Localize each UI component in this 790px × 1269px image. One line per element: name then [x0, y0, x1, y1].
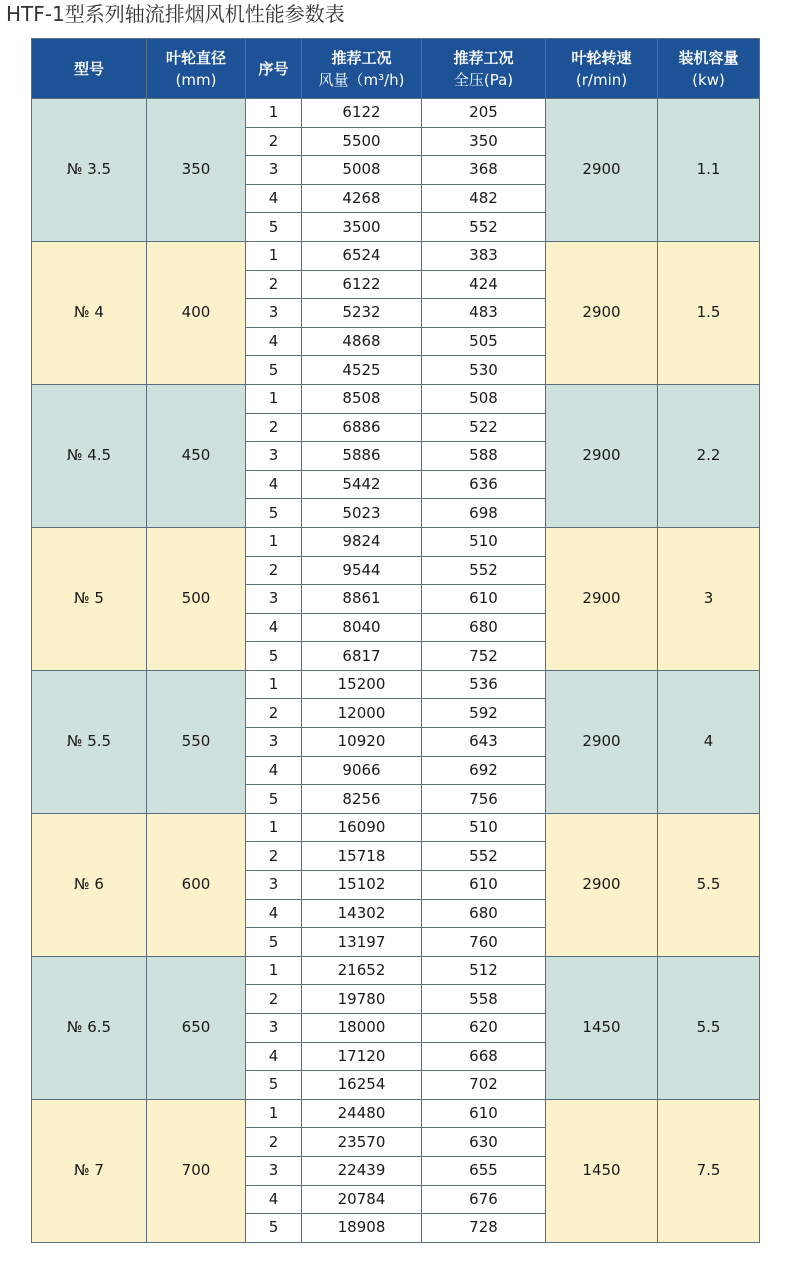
pressure-cell: 368 [422, 156, 546, 185]
flow-cell: 9824 [302, 527, 422, 556]
power-cell: 3 [658, 527, 760, 670]
flow-cell: 15102 [302, 871, 422, 900]
diameter-cell: 400 [147, 241, 246, 384]
pressure-cell: 483 [422, 299, 546, 328]
seq-cell: 2 [246, 1128, 302, 1157]
flow-cell: 19780 [302, 985, 422, 1014]
diameter-cell: 350 [147, 99, 246, 242]
flow-cell: 8508 [302, 384, 422, 413]
header-flow-unit: 风量（m³/h) [318, 70, 405, 89]
seq-cell: 5 [246, 1214, 302, 1243]
seq-cell: 5 [246, 642, 302, 671]
pressure-cell: 205 [422, 99, 546, 128]
flow-cell: 17120 [302, 1042, 422, 1071]
power-cell: 1.5 [658, 241, 760, 384]
flow-cell: 8861 [302, 585, 422, 614]
pressure-cell: 655 [422, 1156, 546, 1185]
diameter-cell: 600 [147, 813, 246, 956]
flow-cell: 5008 [302, 156, 422, 185]
seq-cell: 2 [246, 270, 302, 299]
diameter-cell: 550 [147, 670, 246, 813]
pressure-cell: 610 [422, 871, 546, 900]
header-power-label: 装机容量 [678, 48, 739, 67]
seq-cell: 5 [246, 928, 302, 957]
flow-cell: 14302 [302, 899, 422, 928]
pressure-cell: 588 [422, 442, 546, 471]
flow-cell: 9544 [302, 556, 422, 585]
seq-cell: 1 [246, 241, 302, 270]
speed-cell: 2900 [546, 99, 658, 242]
seq-cell: 3 [246, 1156, 302, 1185]
seq-cell: 3 [246, 585, 302, 614]
flow-cell: 10920 [302, 728, 422, 757]
speed-cell: 1450 [546, 956, 658, 1099]
table-row [32, 384, 760, 413]
pressure-cell: 702 [422, 1071, 546, 1100]
flow-cell: 13197 [302, 928, 422, 957]
seq-cell: 4 [246, 1185, 302, 1214]
seq-cell: 2 [246, 556, 302, 585]
model-cell: № 4.5 [32, 384, 147, 527]
seq-cell: 5 [246, 785, 302, 814]
header-row [32, 39, 760, 99]
speed-cell: 2900 [546, 241, 658, 384]
power-cell: 4 [658, 670, 760, 813]
header-diameter-unit: (mm) [175, 70, 217, 89]
header-model-label: 型号 [73, 59, 104, 78]
seq-cell: 1 [246, 384, 302, 413]
flow-cell: 6817 [302, 642, 422, 671]
flow-cell: 6524 [302, 241, 422, 270]
diameter-cell: 700 [147, 1099, 246, 1242]
pressure-cell: 530 [422, 356, 546, 385]
seq-cell: 4 [246, 470, 302, 499]
seq-cell: 3 [246, 299, 302, 328]
seq-cell: 4 [246, 613, 302, 642]
seq-cell: 3 [246, 871, 302, 900]
flow-cell: 8256 [302, 785, 422, 814]
pressure-cell: 558 [422, 985, 546, 1014]
seq-cell: 1 [246, 670, 302, 699]
seq-cell: 3 [246, 442, 302, 471]
speed-cell: 2900 [546, 670, 658, 813]
pressure-cell: 536 [422, 670, 546, 699]
speed-cell: 2900 [546, 384, 658, 527]
header-pressure-label: 推荐工况 [453, 48, 514, 67]
pressure-cell: 756 [422, 785, 546, 814]
flow-cell: 6886 [302, 413, 422, 442]
model-cell: № 6.5 [32, 956, 147, 1099]
table-row [32, 670, 760, 699]
flow-cell: 15718 [302, 842, 422, 871]
flow-cell: 5232 [302, 299, 422, 328]
header-pressure-unit: 全压(Pa) [453, 70, 514, 89]
speed-cell: 2900 [546, 527, 658, 670]
power-cell: 2.2 [658, 384, 760, 527]
diameter-cell: 450 [147, 384, 246, 527]
header-power-unit: (kw) [692, 70, 725, 89]
seq-cell: 2 [246, 985, 302, 1014]
header-power [658, 39, 760, 99]
flow-cell: 9066 [302, 756, 422, 785]
model-cell: № 5.5 [32, 670, 147, 813]
seq-cell: 4 [246, 899, 302, 928]
flow-cell: 5023 [302, 499, 422, 528]
pressure-cell: 510 [422, 813, 546, 842]
seq-cell: 2 [246, 127, 302, 156]
seq-cell: 5 [246, 499, 302, 528]
header-seq-label: 序号 [258, 59, 289, 78]
flow-cell: 3500 [302, 213, 422, 242]
header-diameter-label: 叶轮直径 [165, 48, 226, 67]
page-title: HTF-1型系列轴流排烟风机性能参数表 [6, 2, 345, 26]
power-cell: 7.5 [658, 1099, 760, 1242]
flow-cell: 5500 [302, 127, 422, 156]
seq-cell: 5 [246, 356, 302, 385]
flow-cell: 24480 [302, 1099, 422, 1128]
power-cell: 5.5 [658, 956, 760, 1099]
flow-cell: 18000 [302, 1014, 422, 1043]
flow-cell: 22439 [302, 1156, 422, 1185]
flow-cell: 5442 [302, 470, 422, 499]
pressure-cell: 510 [422, 527, 546, 556]
header-model [32, 39, 147, 99]
seq-cell: 4 [246, 1042, 302, 1071]
fan-spec-table [31, 38, 760, 1243]
pressure-cell: 512 [422, 956, 546, 985]
model-cell: № 6 [32, 813, 147, 956]
header-speed-unit: (r/min) [575, 70, 628, 89]
table-row [32, 241, 760, 270]
pressure-cell: 692 [422, 756, 546, 785]
seq-cell: 1 [246, 813, 302, 842]
pressure-cell: 698 [422, 499, 546, 528]
pressure-cell: 636 [422, 470, 546, 499]
seq-cell: 1 [246, 99, 302, 128]
seq-cell: 3 [246, 1014, 302, 1043]
flow-cell: 4868 [302, 327, 422, 356]
seq-cell: 3 [246, 728, 302, 757]
pressure-cell: 620 [422, 1014, 546, 1043]
flow-cell: 23570 [302, 1128, 422, 1157]
header-flow-label: 推荐工况 [331, 48, 392, 67]
pressure-cell: 592 [422, 699, 546, 728]
table-row [32, 99, 760, 128]
table-row [32, 813, 760, 842]
table-row [32, 527, 760, 556]
pressure-cell: 552 [422, 842, 546, 871]
speed-cell: 1450 [546, 1099, 658, 1242]
seq-cell: 1 [246, 956, 302, 985]
pressure-cell: 643 [422, 728, 546, 757]
pressure-cell: 522 [422, 413, 546, 442]
flow-cell: 18908 [302, 1214, 422, 1243]
flow-cell: 21652 [302, 956, 422, 985]
pressure-cell: 752 [422, 642, 546, 671]
flow-cell: 16090 [302, 813, 422, 842]
seq-cell: 4 [246, 756, 302, 785]
seq-cell: 3 [246, 156, 302, 185]
model-cell: № 7 [32, 1099, 147, 1242]
pressure-cell: 680 [422, 899, 546, 928]
seq-cell: 2 [246, 842, 302, 871]
flow-cell: 6122 [302, 270, 422, 299]
seq-cell: 5 [246, 213, 302, 242]
table-header [32, 39, 760, 99]
pressure-cell: 668 [422, 1042, 546, 1071]
power-cell: 1.1 [658, 99, 760, 242]
pressure-cell: 350 [422, 127, 546, 156]
flow-cell: 4525 [302, 356, 422, 385]
flow-cell: 15200 [302, 670, 422, 699]
pressure-cell: 630 [422, 1128, 546, 1157]
header-speed [546, 39, 658, 99]
model-cell: № 3.5 [32, 99, 147, 242]
table-row [32, 1099, 760, 1128]
seq-cell: 2 [246, 413, 302, 442]
power-cell: 5.5 [658, 813, 760, 956]
header-diameter [147, 39, 246, 99]
model-cell: № 5 [32, 527, 147, 670]
pressure-cell: 680 [422, 613, 546, 642]
pressure-cell: 610 [422, 585, 546, 614]
flow-cell: 6122 [302, 99, 422, 128]
header-seq [246, 39, 302, 99]
flow-cell: 20784 [302, 1185, 422, 1214]
seq-cell: 1 [246, 1099, 302, 1128]
flow-cell: 8040 [302, 613, 422, 642]
seq-cell: 1 [246, 527, 302, 556]
pressure-cell: 676 [422, 1185, 546, 1214]
pressure-cell: 424 [422, 270, 546, 299]
speed-cell: 2900 [546, 813, 658, 956]
model-cell: № 4 [32, 241, 147, 384]
header-pressure [422, 39, 546, 99]
diameter-cell: 650 [147, 956, 246, 1099]
flow-cell: 4268 [302, 184, 422, 213]
header-speed-label: 叶轮转速 [571, 48, 632, 67]
flow-cell: 12000 [302, 699, 422, 728]
pressure-cell: 760 [422, 928, 546, 957]
pressure-cell: 728 [422, 1214, 546, 1243]
seq-cell: 4 [246, 327, 302, 356]
pressure-cell: 505 [422, 327, 546, 356]
table-body [32, 99, 760, 1243]
pressure-cell: 552 [422, 556, 546, 585]
pressure-cell: 610 [422, 1099, 546, 1128]
seq-cell: 5 [246, 1071, 302, 1100]
pressure-cell: 552 [422, 213, 546, 242]
seq-cell: 4 [246, 184, 302, 213]
flow-cell: 16254 [302, 1071, 422, 1100]
header-flow [302, 39, 422, 99]
pressure-cell: 383 [422, 241, 546, 270]
pressure-cell: 508 [422, 384, 546, 413]
diameter-cell: 500 [147, 527, 246, 670]
pressure-cell: 482 [422, 184, 546, 213]
table-row [32, 956, 760, 985]
flow-cell: 5886 [302, 442, 422, 471]
seq-cell: 2 [246, 699, 302, 728]
